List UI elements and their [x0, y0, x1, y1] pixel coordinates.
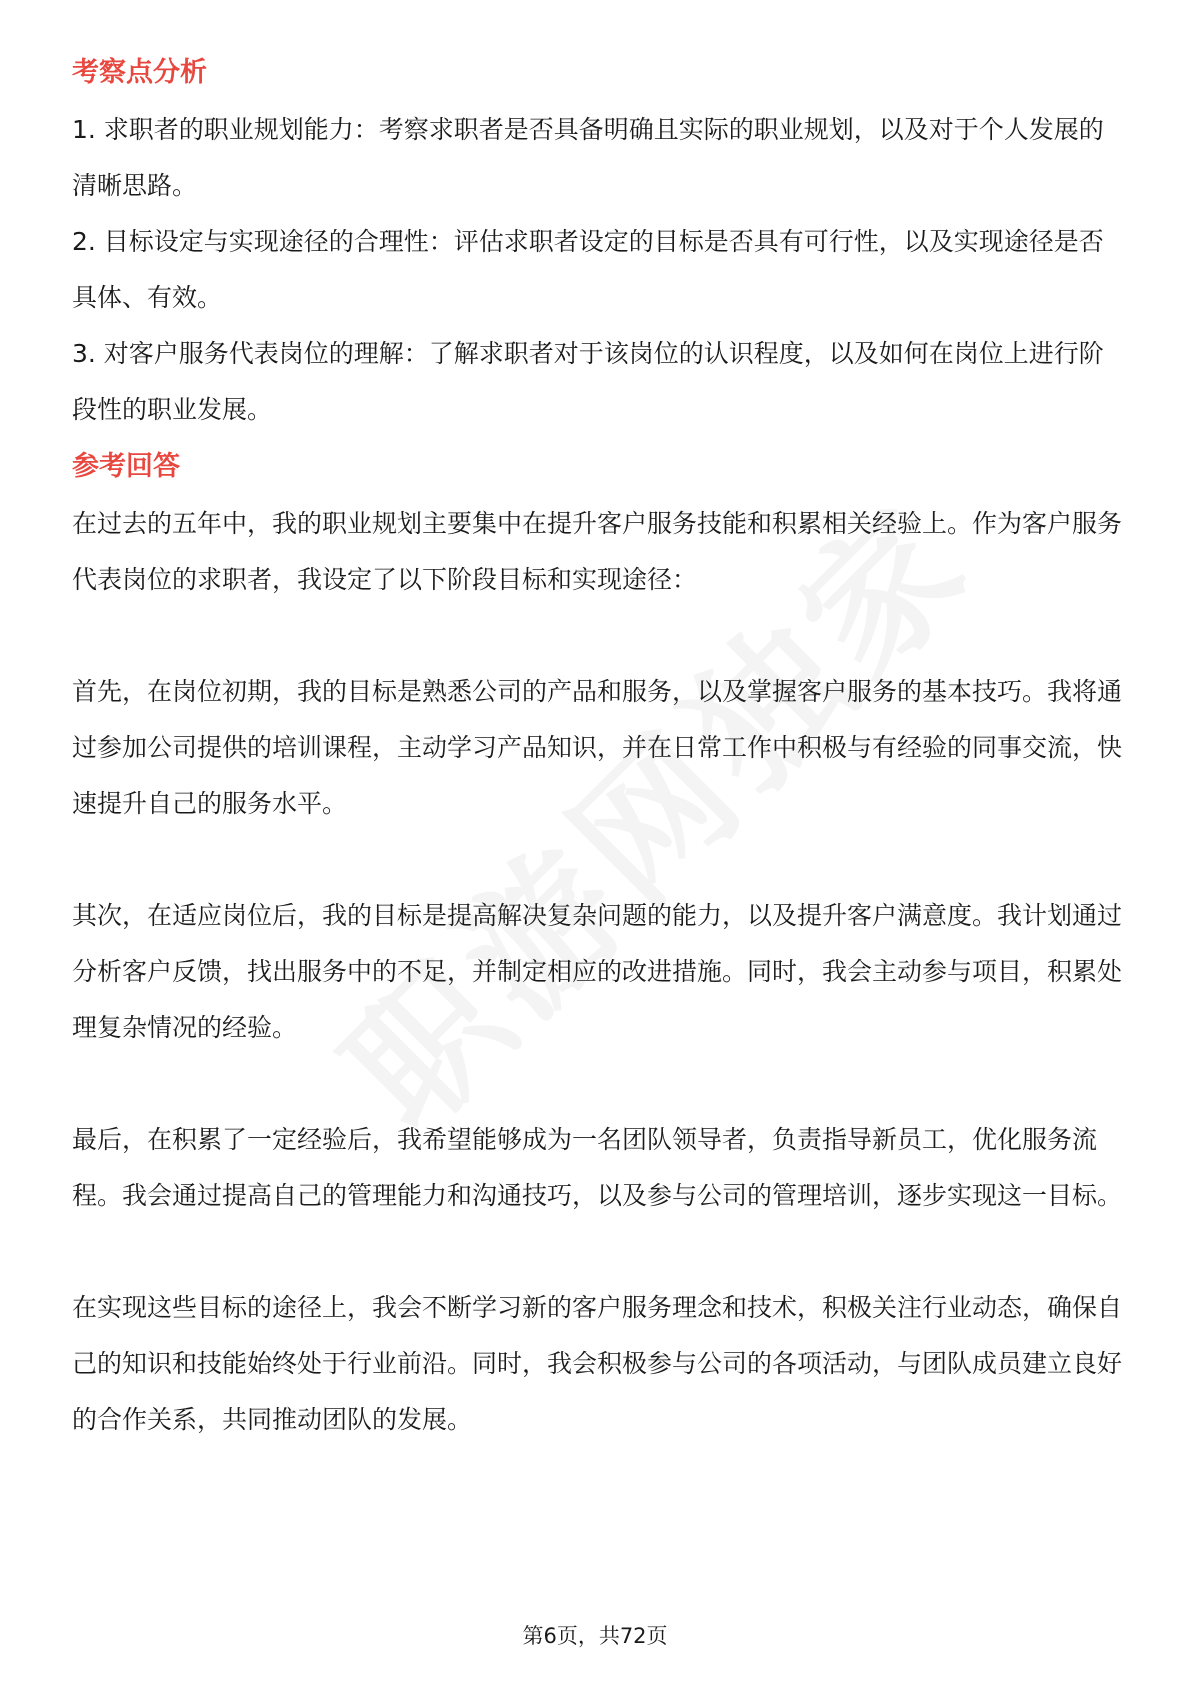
analysis-item-2: 2. 目标设定与实现途径的合理性：评估求职者设定的目标是否具有可行性，以及实现途径是否具体、有效。: [72, 227, 1104, 312]
page-number: 第6页，共72页: [522, 1624, 668, 1648]
document-body: [72, 48, 1122, 1448]
paragraph-spacer: [72, 608, 1122, 664]
paragraph-spacer: [72, 1056, 1122, 1112]
answer-paragraph-second: 其次，在适应岗位后，我的目标是提高解决复杂问题的能力，以及提升客户满意度。我计划通过分析客户反馈，找出服务中的不足，并制定相应的改进措施。同时，我会主动参与项目，积累处理复杂情况的经验。: [72, 901, 1123, 1042]
analysis-item-3: 3. 对客户服务代表岗位的理解：了解求职者对于该岗位的认识程度，以及如何在岗位上进行阶段性的职业发展。: [72, 339, 1104, 424]
paragraph-spacer: [72, 1224, 1122, 1280]
paragraph-spacer: [72, 832, 1122, 888]
answer-paragraph-last: 最后，在积累了一定经验后，我希望能够成为一名团队领导者，负责指导新员工，优化服务流程。我会通过提高自己的管理能力和沟通技巧，以及参与公司的管理培训，逐步实现这一目标。: [72, 1125, 1123, 1210]
section-title-answer: 参考回答: [72, 451, 180, 482]
analysis-item-1: 1. 求职者的职业规划能力：考察求职者是否具备明确且实际的职业规划，以及对于个人发展的清晰思路。: [72, 115, 1104, 200]
section-title-analysis: 考察点分析: [72, 57, 207, 88]
answer-paragraph-intro: 在过去的五年中，我的职业规划主要集中在提升客户服务技能和积累相关经验上。作为客户服务代表岗位的求职者，我设定了以下阶段目标和实现途径：: [72, 509, 1123, 594]
answer-paragraph-first: 首先，在岗位初期，我的目标是熟悉公司的产品和服务，以及掌握客户服务的基本技巧。我将通过参加公司提供的培训课程，主动学习产品知识，并在日常工作中积极与有经验的同事交流，快速提升自己的服务水平。: [72, 677, 1123, 818]
answer-paragraph-approach: 在实现这些目标的途径上，我会不断学习新的客户服务理念和技术，积极关注行业动态，确保自己的知识和技能始终处于行业前沿。同时，我会积极参与公司的各项活动，与团队成员建立良好的合作关系，共同推动团队的发展。: [72, 1293, 1123, 1434]
